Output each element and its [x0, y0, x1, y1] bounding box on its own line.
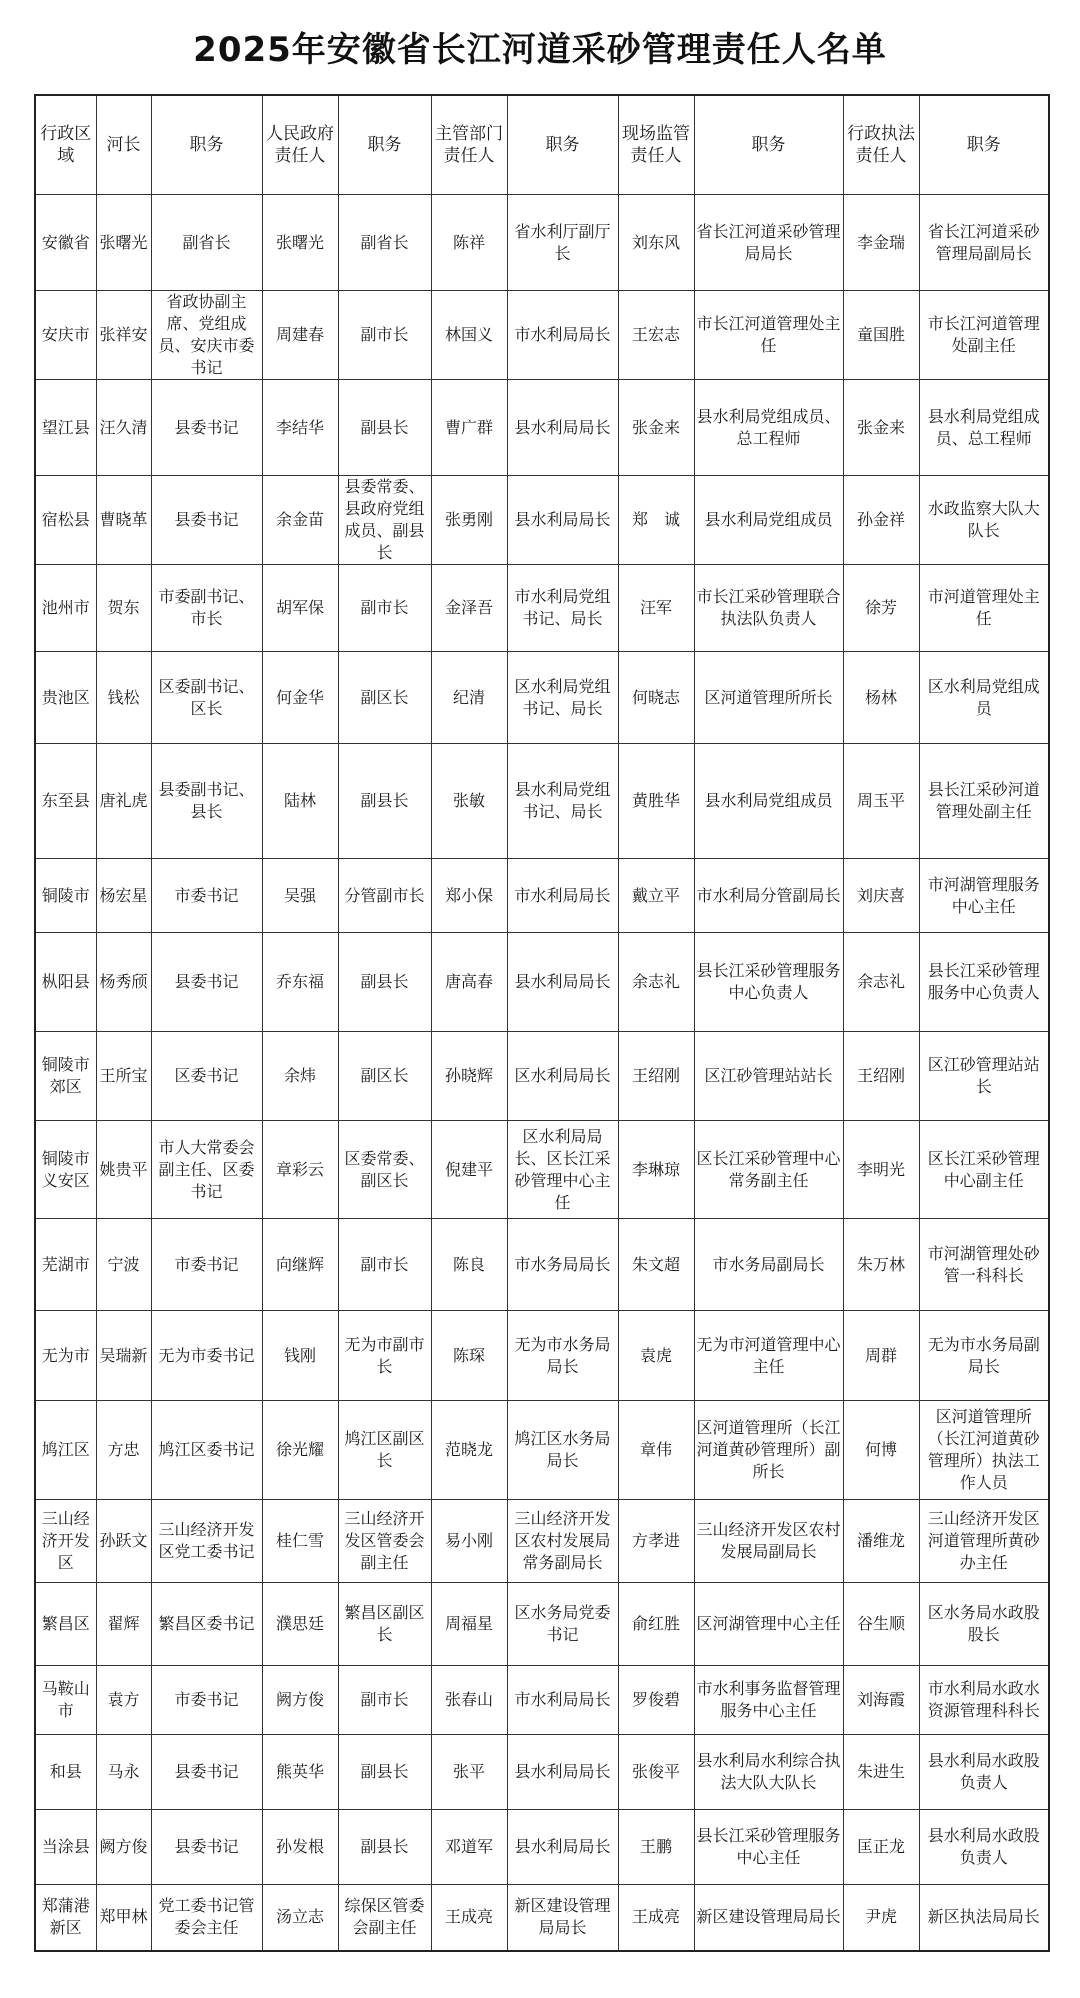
- table-cell: 汪久清: [96, 380, 151, 476]
- table-cell: 县委书记: [151, 933, 262, 1032]
- table-cell: 市水利局局长: [507, 859, 618, 933]
- table-cell: 县长江采砂管理服务中心主任: [694, 1810, 843, 1885]
- table-cell: 张春山: [431, 1666, 507, 1735]
- table-cell: 鸠江区水务局局长: [507, 1401, 618, 1500]
- header-department-official: 主管部门责任人: [431, 95, 507, 195]
- table-cell: 铜陵市: [35, 859, 96, 933]
- table-cell: 繁昌区: [35, 1583, 96, 1666]
- table-cell: 孙发根: [262, 1810, 338, 1885]
- table-cell: 区水利局党组书记、局长: [507, 652, 618, 744]
- table-cell: 王宏志: [618, 291, 694, 380]
- table-cell: 区江砂管理站站长: [694, 1032, 843, 1121]
- table-header-row: [35, 95, 1049, 195]
- table-row: [35, 380, 1049, 476]
- table-cell: 区水利局党组成员: [919, 652, 1049, 744]
- table-cell: 县委书记: [151, 1810, 262, 1885]
- table-cell: 李金瑞: [843, 195, 919, 291]
- table-cell: 阙方俊: [262, 1666, 338, 1735]
- table-cell: 枞阳县: [35, 933, 96, 1032]
- table-cell: 俞红胜: [618, 1583, 694, 1666]
- table-row: [35, 1735, 1049, 1810]
- table-cell: 余志礼: [618, 933, 694, 1032]
- table-cell: 市委副书记、市长: [151, 565, 262, 652]
- table-cell: 罗俊碧: [618, 1666, 694, 1735]
- table-cell: 方孝进: [618, 1500, 694, 1583]
- table-cell: 章伟: [618, 1401, 694, 1500]
- table-cell: 区长江采砂管理中心常务副主任: [694, 1121, 843, 1219]
- table-cell: 市长江河道管理处副主任: [919, 291, 1049, 380]
- header-government-official: 人民政府责任人: [262, 95, 338, 195]
- table-cell: 安庆市: [35, 291, 96, 380]
- table-cell: 杨宏星: [96, 859, 151, 933]
- table-cell: 副区长: [338, 1032, 431, 1121]
- table-cell: 区委常委、副区长: [338, 1121, 431, 1219]
- table-row: [35, 1032, 1049, 1121]
- table-cell: 市长江采砂管理联合执法队负责人: [694, 565, 843, 652]
- table-cell: 市河道管理处主任: [919, 565, 1049, 652]
- table-cell: 唐礼虎: [96, 744, 151, 859]
- table-cell: 张曙光: [262, 195, 338, 291]
- table-row: [35, 195, 1049, 291]
- table-cell: 郑 诚: [618, 476, 694, 565]
- table-cell: 张敏: [431, 744, 507, 859]
- table-cell: 市委书记: [151, 1219, 262, 1311]
- table-cell: 副县长: [338, 380, 431, 476]
- table-cell: 市水利局党组书记、局长: [507, 565, 618, 652]
- table-cell: 刘东风: [618, 195, 694, 291]
- table-cell: 省长江河道采砂管理局副局长: [919, 195, 1049, 291]
- table-cell: 市人大常委会副主任、区委书记: [151, 1121, 262, 1219]
- table-cell: 张勇刚: [431, 476, 507, 565]
- table-cell: 铜陵市郊区: [35, 1032, 96, 1121]
- table-cell: 副县长: [338, 933, 431, 1032]
- table-cell: 王成亮: [431, 1885, 507, 1951]
- table-cell: 杨秀颀: [96, 933, 151, 1032]
- table-cell: 无为市水务局副局长: [919, 1311, 1049, 1401]
- table-cell: 分管副市长: [338, 859, 431, 933]
- table-row: [35, 1666, 1049, 1735]
- table-cell: 汪军: [618, 565, 694, 652]
- table-cell: 曹广群: [431, 380, 507, 476]
- table-cell: 县水利局党组书记、局长: [507, 744, 618, 859]
- table-cell: 副省长: [338, 195, 431, 291]
- table-cell: 区长江采砂管理中心副主任: [919, 1121, 1049, 1219]
- table-cell: 区水务局水政股股长: [919, 1583, 1049, 1666]
- table-cell: 县委书记: [151, 380, 262, 476]
- table-cell: 副市长: [338, 565, 431, 652]
- table-cell: 汤立志: [262, 1885, 338, 1951]
- table-cell: 县长江采砂管理服务中心负责人: [919, 933, 1049, 1032]
- table-cell: 王绍刚: [843, 1032, 919, 1121]
- table-cell: 县水利局水政股负责人: [919, 1810, 1049, 1885]
- table-row: [35, 652, 1049, 744]
- table-cell: 三山经济开发区农村发展局常务副局长: [507, 1500, 618, 1583]
- table-cell: 区河道管理所（长江河道黄砂管理所）执法工作人员: [919, 1401, 1049, 1500]
- table-cell: 县水利局党组成员: [694, 744, 843, 859]
- table-cell: 潘维龙: [843, 1500, 919, 1583]
- header-river-chief: 河长: [96, 95, 151, 195]
- table-cell: 纪清: [431, 652, 507, 744]
- table-cell: 钱松: [96, 652, 151, 744]
- table-cell: 县长江采砂管理服务中心负责人: [694, 933, 843, 1032]
- table-cell: 繁昌区委书记: [151, 1583, 262, 1666]
- table-cell: 王绍刚: [618, 1032, 694, 1121]
- table-cell: 郑蒲港新区: [35, 1885, 96, 1951]
- table-cell: 区河湖管理中心主任: [694, 1583, 843, 1666]
- table-cell: 徐光耀: [262, 1401, 338, 1500]
- table-cell: 党工委书记管委会主任: [151, 1885, 262, 1951]
- table-cell: 区水利局局长、区长江采砂管理中心主任: [507, 1121, 618, 1219]
- table-cell: 翟辉: [96, 1583, 151, 1666]
- header-position: 职务: [694, 95, 843, 195]
- table-cell: 三山经济开发区管委会副主任: [338, 1500, 431, 1583]
- table-cell: 袁方: [96, 1666, 151, 1735]
- table-cell: 鸠江区副区长: [338, 1401, 431, 1500]
- table-cell: 三山经济开发区河道管理所黄砂办主任: [919, 1500, 1049, 1583]
- table-cell: 吴强: [262, 859, 338, 933]
- table-cell: 市委书记: [151, 1666, 262, 1735]
- table-cell: 何晓志: [618, 652, 694, 744]
- table-cell: 周群: [843, 1311, 919, 1401]
- table-cell: 李明光: [843, 1121, 919, 1219]
- table-cell: 市水利局局长: [507, 1666, 618, 1735]
- table-cell: 副市长: [338, 1219, 431, 1311]
- table-cell: 张祥安: [96, 291, 151, 380]
- table-cell: 乔东福: [262, 933, 338, 1032]
- table-cell: 濮思廷: [262, 1583, 338, 1666]
- table-row: [35, 565, 1049, 652]
- table-cell: 陈祥: [431, 195, 507, 291]
- table-cell: 县长江采砂河道管理处副主任: [919, 744, 1049, 859]
- table-cell: 区水利局局长: [507, 1032, 618, 1121]
- table-cell: 水政监察大队大队长: [919, 476, 1049, 565]
- table-cell: 区河道管理所所长: [694, 652, 843, 744]
- table-cell: 王成亮: [618, 1885, 694, 1951]
- table-cell: 张曙光: [96, 195, 151, 291]
- table-cell: 刘海霞: [843, 1666, 919, 1735]
- table-row: [35, 933, 1049, 1032]
- table-cell: 省政协副主席、党组成员、安庆市委书记: [151, 291, 262, 380]
- table-cell: 桂仁雪: [262, 1500, 338, 1583]
- header-region: 行政区域: [35, 95, 96, 195]
- responsibility-table: [34, 94, 1050, 1952]
- table-cell: 谷生顺: [843, 1583, 919, 1666]
- table-cell: 县水利局水利综合执法大队大队长: [694, 1735, 843, 1810]
- table-row: [35, 1121, 1049, 1219]
- table-cell: 孙跃文: [96, 1500, 151, 1583]
- table-cell: 何博: [843, 1401, 919, 1500]
- table-cell: 范晓龙: [431, 1401, 507, 1500]
- table-cell: 张平: [431, 1735, 507, 1810]
- table-cell: 铜陵市义安区: [35, 1121, 96, 1219]
- table-cell: 陈良: [431, 1219, 507, 1311]
- table-row: [35, 1583, 1049, 1666]
- table-cell: 吴瑞新: [96, 1311, 151, 1401]
- table-row: [35, 1885, 1049, 1951]
- table-cell: 余金苗: [262, 476, 338, 565]
- table-cell: 新区建设管理局局长: [694, 1885, 843, 1951]
- table-cell: 何金华: [262, 652, 338, 744]
- table-cell: 市水利局分管副局长: [694, 859, 843, 933]
- table-cell: 三山经济开发区: [35, 1500, 96, 1583]
- table-cell: 马鞍山市: [35, 1666, 96, 1735]
- table-cell: 综保区管委会副主任: [338, 1885, 431, 1951]
- table-cell: 三山经济开发区农村发展局副局长: [694, 1500, 843, 1583]
- table-cell: 市水利局水政水资源管理科科长: [919, 1666, 1049, 1735]
- header-position: 职务: [151, 95, 262, 195]
- table-cell: 马永: [96, 1735, 151, 1810]
- table-cell: 县委书记: [151, 476, 262, 565]
- header-position: 职务: [338, 95, 431, 195]
- table-cell: 匡正龙: [843, 1810, 919, 1885]
- table-cell: 县水利局党组成员、总工程师: [919, 380, 1049, 476]
- table-cell: 张金来: [843, 380, 919, 476]
- table-cell: 无为市委书记: [151, 1311, 262, 1401]
- table-cell: 县水利局党组成员: [694, 476, 843, 565]
- table-cell: 王所宝: [96, 1032, 151, 1121]
- table-cell: 郑甲林: [96, 1885, 151, 1951]
- table-cell: 市河湖管理处砂管一科科长: [919, 1219, 1049, 1311]
- table-cell: 王鹏: [618, 1810, 694, 1885]
- table-cell: 县水利局局长: [507, 1810, 618, 1885]
- table-cell: 唐高春: [431, 933, 507, 1032]
- table-body: [35, 195, 1049, 1951]
- table-cell: 倪建平: [431, 1121, 507, 1219]
- table-cell: 李琳琼: [618, 1121, 694, 1219]
- table-cell: 鸠江区: [35, 1401, 96, 1500]
- table-cell: 钱刚: [262, 1311, 338, 1401]
- table-cell: 市水务局局长: [507, 1219, 618, 1311]
- table-cell: 县水利局局长: [507, 1735, 618, 1810]
- table-cell: 章彩云: [262, 1121, 338, 1219]
- table-cell: 胡军保: [262, 565, 338, 652]
- table-cell: 无为市: [35, 1311, 96, 1401]
- table-cell: 贺东: [96, 565, 151, 652]
- table-cell: 余志礼: [843, 933, 919, 1032]
- table-cell: 张金来: [618, 380, 694, 476]
- table-cell: 周玉平: [843, 744, 919, 859]
- table-cell: 曹晓革: [96, 476, 151, 565]
- table-cell: 安徽省: [35, 195, 96, 291]
- table-cell: 县委副书记、县长: [151, 744, 262, 859]
- table-cell: 副县长: [338, 1735, 431, 1810]
- header-site-supervisor: 现场监管责任人: [618, 95, 694, 195]
- table-row: [35, 1500, 1049, 1583]
- table-cell: 宁波: [96, 1219, 151, 1311]
- table-cell: 县水利局水政股负责人: [919, 1735, 1049, 1810]
- table-cell: 繁昌区副区长: [338, 1583, 431, 1666]
- table-cell: 孙晓辉: [431, 1032, 507, 1121]
- table-cell: 省长江河道采砂管理局局长: [694, 195, 843, 291]
- header-enforcement-official: 行政执法责任人: [843, 95, 919, 195]
- table-cell: 县水利局局长: [507, 476, 618, 565]
- table-cell: 池州市: [35, 565, 96, 652]
- table-row: [35, 744, 1049, 859]
- table-cell: 新区执法局局长: [919, 1885, 1049, 1951]
- table-cell: 区水务局党委书记: [507, 1583, 618, 1666]
- header-position: 职务: [507, 95, 618, 195]
- table-cell: 朱万林: [843, 1219, 919, 1311]
- table-cell: 宿松县: [35, 476, 96, 565]
- table-cell: 陈琛: [431, 1311, 507, 1401]
- table-cell: 县水利局局长: [507, 933, 618, 1032]
- table-cell: 杨林: [843, 652, 919, 744]
- table-cell: 邓道军: [431, 1810, 507, 1885]
- table-cell: 市长江河道管理处主任: [694, 291, 843, 380]
- table-cell: 区河道管理所（长江河道黄砂管理所）副所长: [694, 1401, 843, 1500]
- table-cell: 无为市河道管理中心主任: [694, 1311, 843, 1401]
- table-row: [35, 1219, 1049, 1311]
- table-cell: 副县长: [338, 1810, 431, 1885]
- table-cell: 刘庆喜: [843, 859, 919, 933]
- table-cell: 熊英华: [262, 1735, 338, 1810]
- table-cell: 副市长: [338, 291, 431, 380]
- table-cell: 向继辉: [262, 1219, 338, 1311]
- table-cell: 省水利厅副厅长: [507, 195, 618, 291]
- table-cell: 望江县: [35, 380, 96, 476]
- table-cell: 无为市水务局局长: [507, 1311, 618, 1401]
- table-cell: 方忠: [96, 1401, 151, 1500]
- table-cell: 余炜: [262, 1032, 338, 1121]
- table-cell: 易小刚: [431, 1500, 507, 1583]
- table-cell: 副县长: [338, 744, 431, 859]
- table-cell: 县水利局局长: [507, 380, 618, 476]
- table-cell: 市水利局局长: [507, 291, 618, 380]
- table-row: [35, 1810, 1049, 1885]
- table-row: [35, 859, 1049, 933]
- table-cell: 市委书记: [151, 859, 262, 933]
- table-cell: 戴立平: [618, 859, 694, 933]
- table-cell: 朱进生: [843, 1735, 919, 1810]
- table-cell: 徐芳: [843, 565, 919, 652]
- table-cell: 周福星: [431, 1583, 507, 1666]
- table-cell: 和县: [35, 1735, 96, 1810]
- table-cell: 张俊平: [618, 1735, 694, 1810]
- table-cell: 副区长: [338, 652, 431, 744]
- table-cell: 市河湖管理服务中心主任: [919, 859, 1049, 933]
- table-cell: 县水利局党组成员、总工程师: [694, 380, 843, 476]
- table-cell: 贵池区: [35, 652, 96, 744]
- table-cell: 朱文超: [618, 1219, 694, 1311]
- table-cell: 黄胜华: [618, 744, 694, 859]
- table-cell: 陆林: [262, 744, 338, 859]
- table-cell: 鸠江区委书记: [151, 1401, 262, 1500]
- table-cell: 姚贵平: [96, 1121, 151, 1219]
- table-cell: 阙方俊: [96, 1810, 151, 1885]
- table-cell: 区江砂管理站站长: [919, 1032, 1049, 1121]
- table-cell: 市水利事务监督管理服务中心主任: [694, 1666, 843, 1735]
- table-cell: 孙金祥: [843, 476, 919, 565]
- table-cell: 芜湖市: [35, 1219, 96, 1311]
- table-cell: 市水务局副局长: [694, 1219, 843, 1311]
- table-cell: 周建春: [262, 291, 338, 380]
- table-cell: 县委常委、县政府党组成员、副县长: [338, 476, 431, 565]
- table-cell: 县委书记: [151, 1735, 262, 1810]
- table-cell: 郑小保: [431, 859, 507, 933]
- table-row: [35, 476, 1049, 565]
- table-cell: 新区建设管理局局长: [507, 1885, 618, 1951]
- table-row: [35, 1401, 1049, 1500]
- table-row: [35, 291, 1049, 380]
- table-cell: 袁虎: [618, 1311, 694, 1401]
- table-cell: 林国义: [431, 291, 507, 380]
- table-cell: 副市长: [338, 1666, 431, 1735]
- table-cell: 童国胜: [843, 291, 919, 380]
- table-cell: 三山经济开发区党工委书记: [151, 1500, 262, 1583]
- table-cell: 李结华: [262, 380, 338, 476]
- table-cell: 金泽吾: [431, 565, 507, 652]
- document-title: 2025年安徽省长江河道采砂管理责任人名单: [193, 30, 887, 70]
- table-cell: 区委书记: [151, 1032, 262, 1121]
- table-cell: 东至县: [35, 744, 96, 859]
- table-cell: 副省长: [151, 195, 262, 291]
- table-row: [35, 1311, 1049, 1401]
- table-cell: 当涂县: [35, 1810, 96, 1885]
- table-cell: 无为市副市长: [338, 1311, 431, 1401]
- table-cell: 尹虎: [843, 1885, 919, 1951]
- table-cell: 区委副书记、区长: [151, 652, 262, 744]
- header-position: 职务: [919, 95, 1049, 195]
